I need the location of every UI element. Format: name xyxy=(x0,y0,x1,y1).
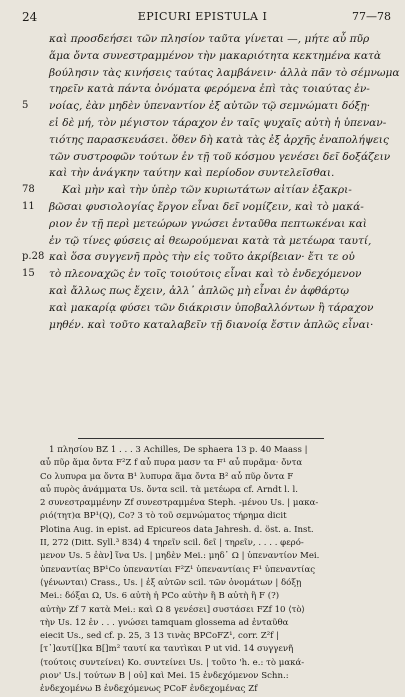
line-text: νοίας, ἐὰν μηδὲν ὑπεναντίον ἐξ αὐτῶν τῷ σεμνώματι δόξῃ· xyxy=(49,100,371,113)
apparatus-line xyxy=(0,444,405,457)
apparatus-text: αὖ πῦρ ἅμα ὄντα F²Z f αὖ πυρα μασν τα F¹ αὖ πυρᾶμα· ὄντα xyxy=(40,458,303,469)
apparatus-text: eiecit Us., sed cf. p. 25, 3 13 τινὰς BPCoFZ¹, corr. Z²f | xyxy=(40,631,279,642)
apparatus-text: Mei.: δόξαι Ω, Us. 6 αὐτὴ ἡ PCo αὐτὴν ἢ B αὐτὴ ἢ F (?) xyxy=(40,591,280,602)
apparatus-line xyxy=(0,550,405,563)
margin-marker: 5 xyxy=(22,100,29,112)
running-title: EPICURI EPISTULA I xyxy=(137,10,268,23)
text-line xyxy=(0,132,405,149)
line-text: βούλησιν τὰς κινήσεις ταύτας λαμβάνειν· ἀλλὰ πᾶν τὸ σέμνωμα xyxy=(49,66,400,79)
apparatus-line xyxy=(0,617,405,630)
apparatus-line xyxy=(0,564,405,577)
margin-marker: 15 xyxy=(22,268,35,280)
text-line xyxy=(0,249,405,266)
text-line xyxy=(0,65,405,82)
apparatus-line xyxy=(0,577,405,590)
line-text: τῶν συστροφῶν τούτων ἐν τῇ τοῦ κόσμου γενέσει δεῖ δοξάζειν xyxy=(49,150,391,163)
text-line xyxy=(0,48,405,65)
apparatus-text: 1 πλησίου BZ 1 . . . 3 Achilles, De sphaera 13 p. 40 Maass | xyxy=(49,445,308,455)
apparatus-text: τὴν Us. 12 ἐν . . . γνώσει tamquam glossema ad ἐνταῦθα xyxy=(40,617,289,628)
text-line xyxy=(0,81,405,98)
apparatus-line xyxy=(0,604,405,617)
text-line xyxy=(0,317,405,334)
apparatus-line xyxy=(0,524,405,537)
margin-marker: p.28 xyxy=(22,251,45,263)
apparatus-text: ριον' Us.| τούτων B | οὐ] καὶ Mei. 15 ἐνδεχόμενον Schn.: xyxy=(40,671,289,682)
text-line xyxy=(0,149,405,166)
apparatus-line xyxy=(0,643,405,656)
text-line xyxy=(0,182,405,199)
running-header xyxy=(0,10,405,26)
apparatus-line xyxy=(0,471,405,484)
apparatus-line xyxy=(0,683,405,696)
line-text: καὶ ὅσα συγγενῆ πρὸς τὴν εἰς τοῦτο ἀκρίβειαν· ἔτι τε οὐ xyxy=(49,251,355,264)
apparatus-line xyxy=(0,657,405,670)
line-text: καὶ προσδεήσει τῶν πλησίον ταῦτα γίνεται —, μήτε αὖ πῦρ xyxy=(49,33,370,45)
main-text xyxy=(0,31,405,333)
line-text: καὶ μακαρίᾳ φύσει τῶν διάκρισιν ὑποβαλλόντων ἢ τάραχον xyxy=(49,301,374,314)
apparatus-text: 2 συνεστραμμένην Zf συνεστραμμένα Steph. -μένου Us. | μακα- xyxy=(40,498,319,509)
line-text: καὶ ἄλλως πως ἔχειν, ἀλλ᾽ ἁπλῶς μὴ εἶναι ἐν ἀφθάρτῳ xyxy=(49,284,350,297)
line-text: τιότης παρασκευάσει. ὅθεν δὴ κατὰ τὰς ἐξ ἀρχῆς ἐναπολήψεις xyxy=(49,133,389,146)
text-line xyxy=(0,216,405,233)
apparatus-line xyxy=(0,457,405,470)
apparatus-text: ριό(τητ)α BP¹(Q), Co? 3 τὸ τοῦ σεμνώματος τήρημα dicit xyxy=(40,511,287,522)
line-text: τὸ πλεοναχῶς ἐν τοῖς τοιούτοις εἶναι καὶ τὸ ἐνδεχόμενον xyxy=(49,268,362,281)
line-text: εἰ δὲ μή, τὸν μέγιστον τάραχον ἐν ταῖς ψυχαῖς αὐτὴ ἡ ὑπεναν- xyxy=(49,116,387,129)
apparatus-text: Plotina Aug. in epist. ad Epicureos data Jahresh. d. öst. a. Inst. xyxy=(40,524,314,535)
line-text: μηθέν. καὶ τοῦτο καταλαβεῖν τῇ διανοίᾳ ἔστιν ἁπλῶς εἶναι· xyxy=(49,318,374,331)
page-number: 24 xyxy=(22,10,38,24)
apparatus-text: [τ᾽]αυτί[]κα B[]m² ταυτί κα ταυτὶκαι P ut vid. 14 συγγενῆ xyxy=(40,644,294,655)
apparatus-text: μενον Us. 5 ἐὰν] ἵνα Us. | μηδὲν Mei.: μηδ᾽ Ω | ὑπεναντίον Mei. xyxy=(40,551,320,562)
apparatus-line xyxy=(0,484,405,497)
critical-apparatus xyxy=(0,444,405,697)
apparatus-line xyxy=(0,510,405,523)
apparatus-text: Co λυπυρα μα ὄντα B¹ λυπυρα ἅμα ὄντα B² αὖ πῦρ ὄντα F xyxy=(40,471,294,482)
apparatus-line xyxy=(0,537,405,550)
apparatus-text: ἐνδεχομένω B ἐνδεχόμενως PCoF ἐνδεχομένας Zf xyxy=(40,684,258,695)
apparatus-line xyxy=(0,497,405,510)
text-line xyxy=(0,165,405,182)
line-text: ἐν τῷ τίνες φύσεις αἱ θεωρούμεναι κατὰ τὰ μετέωρα ταυτί, xyxy=(49,234,372,247)
text-line xyxy=(0,98,405,115)
line-text: βῶσαι φυσιολογίας ἔργον εἶναι δεῖ νομίζειν, καὶ τὸ μακά- xyxy=(49,200,364,213)
text-line xyxy=(0,300,405,317)
apparatus-text: αὐτὴν Zf 7 κατὰ Mei.: καὶ Ω 8 γενέσει] συστάσει FZf 10 ⟨τὸ⟩ xyxy=(40,604,305,615)
section-range: 77—78 xyxy=(352,10,391,23)
line-text: Καὶ μὴν καὶ τὴν ὑπὲρ τῶν κυριωτάτων αἰτίαν ἐξακρι- xyxy=(62,184,352,197)
line-text: ἅμα ὄντα συνεστραμμένον τὴν μακαριότητα κεκτημένα κατὰ xyxy=(49,49,382,62)
footnote-rule xyxy=(78,438,324,439)
text-line xyxy=(0,233,405,250)
apparatus-text: II, 272 (Ditt. Syll.³ 834) 4 τηρεῖν scil. δεῖ | τηρεῖν, . . . . φερό- xyxy=(40,538,304,549)
text-line xyxy=(0,266,405,283)
apparatus-line xyxy=(0,630,405,643)
apparatus-text: ⟨γένωνται⟩ Crass., Us. | ἐξ αὐτῶν scil. τῶν ὀνομάτων | δόξῃ xyxy=(40,577,302,588)
text-line xyxy=(0,199,405,216)
margin-marker: 78 xyxy=(22,184,35,196)
apparatus-text: αὖ πυρὸς ἀνάμματα Us. ὄντα scil. τὰ μετέωρα cf. Arndt l. l. xyxy=(40,484,298,495)
line-text: καὶ τὴν ἀνάγκην ταύτην καὶ περίοδον συντελεῖσθαι. xyxy=(49,167,335,180)
text-line xyxy=(0,31,405,48)
apparatus-line xyxy=(0,670,405,683)
margin-marker: 11 xyxy=(22,200,35,212)
line-text: ριον ἐν τῇ περὶ μετεώρων γνώσει ἐνταῦθα πεπτωκέναι καὶ xyxy=(49,217,367,230)
text-line xyxy=(0,115,405,132)
text-line xyxy=(0,283,405,300)
apparatus-text: ⟨τούτοις συντείνει⟩ Ko. συντείνει Us. | τοῦτο 'h. e.: τὸ μακά- xyxy=(40,657,305,668)
apparatus-line xyxy=(0,590,405,603)
line-text: τηρεῖν κατὰ πάντα ὀνόματα φερόμενα ἐπὶ τὰς τοιαύτας ἐν- xyxy=(49,83,370,96)
apparatus-text: ὑπεναντίας BP¹Co ὑπεναντίαι F²Z¹ ὑπεναντίαις F¹ ὑπεναντίας xyxy=(40,564,316,575)
